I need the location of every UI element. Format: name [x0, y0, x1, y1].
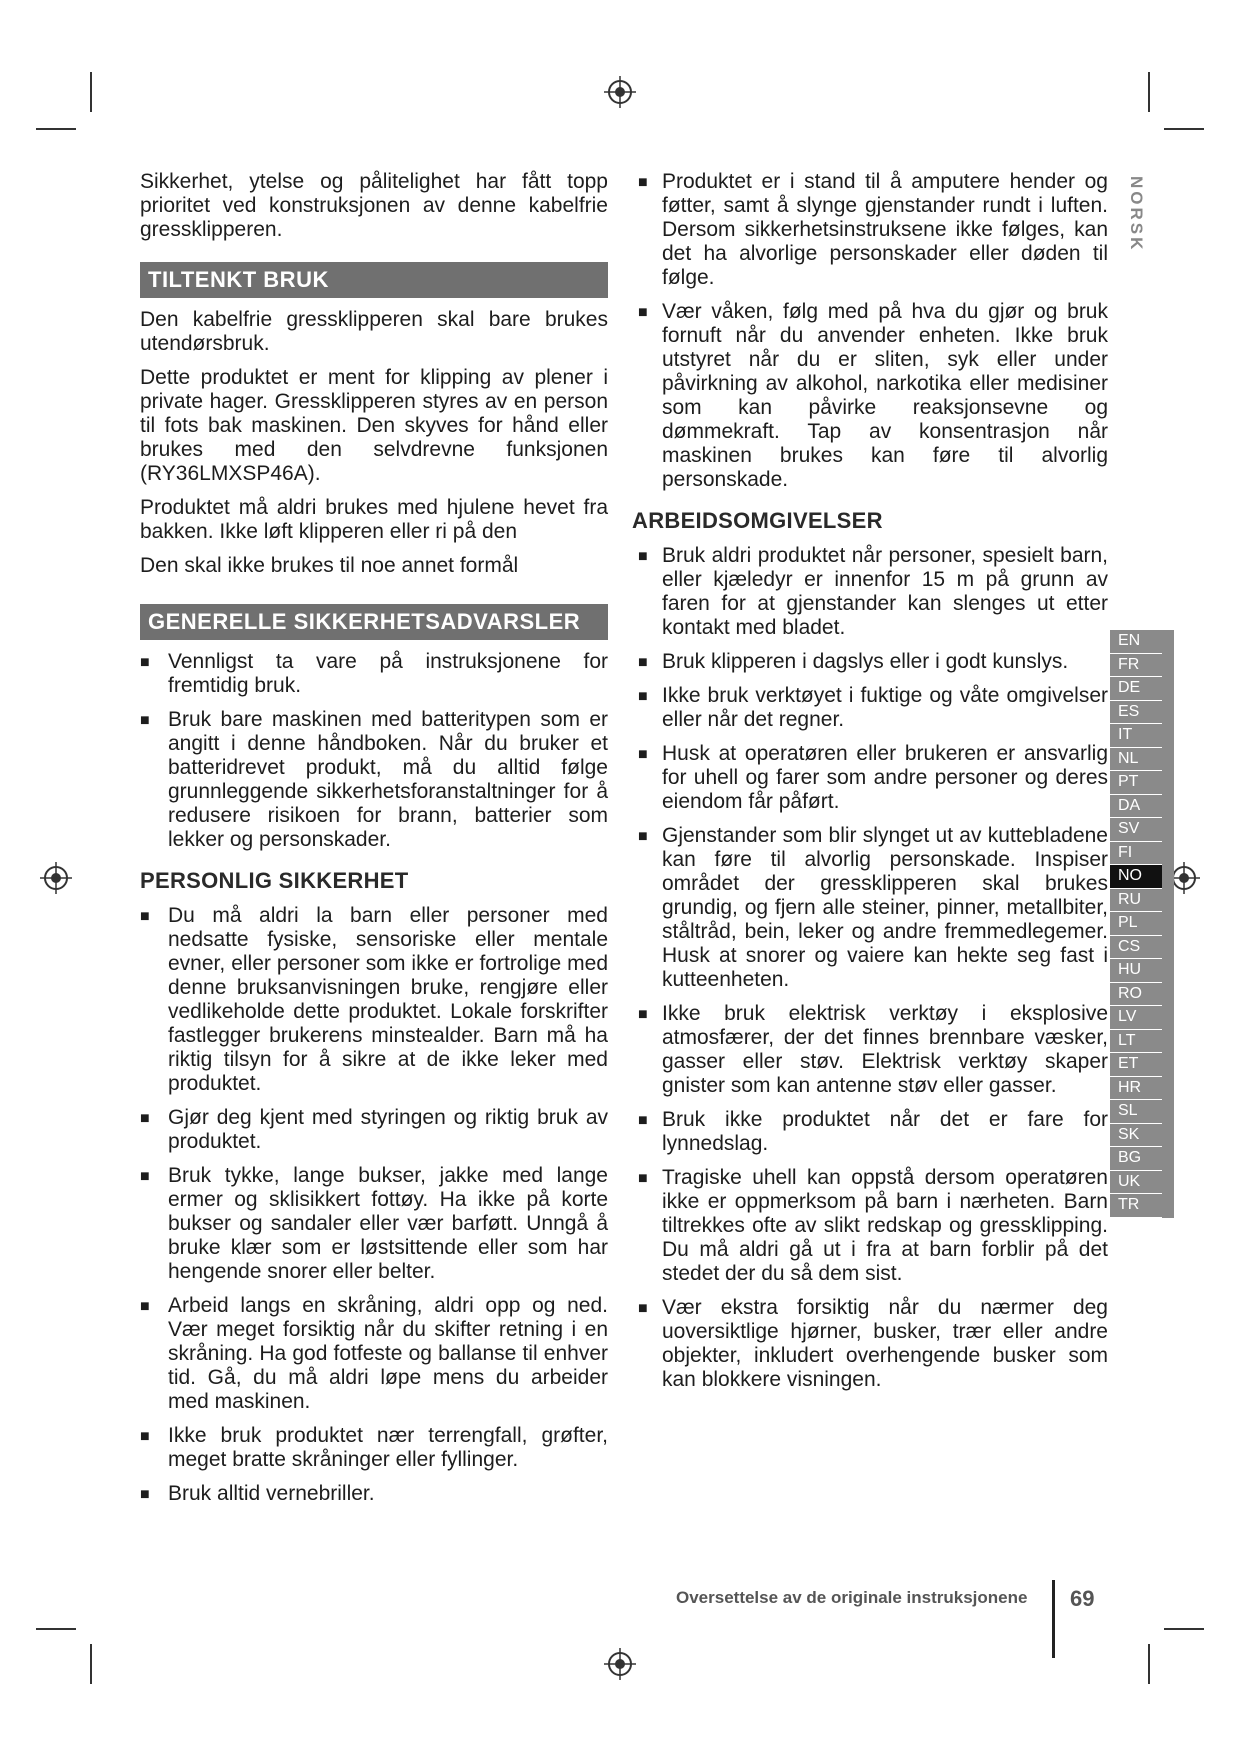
bullet-square-icon: ■: [140, 1168, 150, 1185]
list-item: ■ Bruk aldri produktet når personer, spesielt barn, eller kjæledyr er innenfor 15 m på grunn av faren for at gjenstander kan slenges ut etter kontakt med bladet.: [638, 544, 1108, 639]
tab-en[interactable]: EN: [1110, 630, 1162, 654]
tab-sl[interactable]: SL: [1110, 1100, 1162, 1124]
list-item: ■ Du må aldri la barn eller personer med nedsatte fysiske, sensoriske eller mentale evner, eller personer som ikke er fortrolige med denne bruksanvisningen bruke, rengjøre eller vedlikeholde dette produktet. Lokale forskrifter fastlegger brukerens minstealder. Barn må ha riktig tilsyn for å sikre at de ikke leker med produktet.: [140, 904, 608, 1095]
bullet-square-icon: ■: [638, 1300, 648, 1317]
list-item: ■ Ikke bruk verktøyet i fuktige og våte omgivelser eller når det regner.: [638, 684, 1108, 731]
section-heading-tiltenkt-bruk: TILTENKT BRUK: [140, 262, 608, 298]
bullet-square-icon: ■: [140, 1298, 150, 1315]
bullet-square-icon: ■: [638, 828, 648, 845]
bullet-square-icon: ■: [140, 908, 150, 925]
tab-pl[interactable]: PL: [1110, 912, 1162, 936]
tab-hu[interactable]: HU: [1110, 959, 1162, 983]
list-item: ■ Bruk tykke, lange bukser, jakke med lange ermer og sklisikkert fottøy. Ha ikke på korte bukser og sandaler eller vær barføtt. Unngå å bruke klær som er løstsittende eller som har hengende snorer eller belter.: [140, 1164, 608, 1283]
list-item: ■ Vennligst ta vare på instruksjonene for fremtidig bruk.: [140, 650, 608, 697]
crop-mark: [90, 1644, 92, 1684]
bullet-square-icon: ■: [638, 1006, 648, 1023]
bullet-square-icon: ■: [638, 548, 648, 565]
tab-de[interactable]: DE: [1110, 677, 1162, 701]
list-item: ■ Arbeid langs en skråning, aldri opp og ned. Vær meget forsiktig når du skifter retning i en skråning. Ha god fotfeste og ballanse til enhver tid. Gå, du må aldri løpe mens du arbeider med maskinen.: [140, 1294, 608, 1413]
paragraph: Den skal ikke brukes til noe annet formål: [140, 554, 519, 577]
crop-mark: [1164, 1628, 1204, 1630]
crop-mark: [1148, 1644, 1150, 1684]
list-item: ■ Bruk bare maskinen med batteritypen som er angitt i denne håndboken. Når du bruker et batteridrevet produkt, må du alltid følge grunnleggende sikkerhetsforanstaltninger for å redusere risikoen for brann, batterier som lekker og personskader.: [140, 708, 608, 851]
tab-pt[interactable]: PT: [1110, 771, 1162, 795]
tab-bg[interactable]: BG: [1110, 1147, 1162, 1171]
tab-sk[interactable]: SK: [1110, 1124, 1162, 1148]
bullet-list: [140, 904, 608, 1506]
registration-mark-icon: [40, 862, 72, 894]
bullet-square-icon: ■: [140, 654, 150, 671]
bullet-square-icon: ■: [638, 746, 648, 763]
tab-ro[interactable]: RO: [1110, 983, 1162, 1007]
intro-paragraph: Sikkerhet, ytelse og pålitelighet har fått topp prioritet ved konstruksjonen av denne kabelfrie gressklipperen.: [140, 170, 608, 241]
crop-mark: [1148, 72, 1150, 112]
bullet-square-icon: ■: [638, 654, 648, 671]
list-item: ■ Tragiske uhell kan oppstå dersom operatøren ikke er oppmerksom på barn i nærheten. Barn tiltrekkes ofte av slikt redskap og gressklipping. Du må aldri gå ut i fra at barn forblir på det stedet der du så dem sist.: [638, 1166, 1108, 1285]
footer-divider: [1052, 1580, 1055, 1658]
tab-nl[interactable]: NL: [1110, 748, 1162, 772]
tab-uk[interactable]: UK: [1110, 1171, 1162, 1195]
bullet-square-icon: ■: [638, 1170, 648, 1187]
list-item: ■ Gjør deg kjent med styringen og riktig bruk av produktet.: [140, 1106, 608, 1153]
bullet-square-icon: ■: [140, 1110, 150, 1127]
list-item: ■ Gjenstander som blir slynget ut av kuttebladene kan føre til alvorlig personskade. Inspiser området der gressklipperen skal brukes grundig, og fjern alle steiner, pinner, metallbiter, ståltråd, bein, leker og andre fremmedlegemer. Husk at snorer og vaiere kan hekte seg fast i kutteenheten.: [638, 824, 1108, 991]
tab-lt[interactable]: LT: [1110, 1030, 1162, 1054]
crop-mark: [36, 128, 76, 130]
paragraph: Den kabelfrie gressklipperen skal bare brukes utendørsbruk.: [140, 308, 608, 355]
tab-tr[interactable]: TR: [1110, 1194, 1162, 1218]
tab-cs[interactable]: CS: [1110, 936, 1162, 960]
left-column: [140, 170, 608, 1516]
bullet-square-icon: ■: [638, 688, 648, 705]
tab-es[interactable]: ES: [1110, 701, 1162, 725]
bullet-square-icon: ■: [140, 1486, 150, 1503]
crop-mark: [36, 1628, 76, 1630]
crop-mark: [90, 72, 92, 112]
list-item: ■ Ikke bruk produktet nær terrengfall, grøfter, meget bratte skråninger eller fyllinger.: [140, 1424, 608, 1471]
bullet-list: [638, 544, 1108, 1392]
list-item: ■ Bruk alltid vernebriller.: [140, 1482, 375, 1505]
section-heading-generelle-sikkerhetsadvarsler: GENERELLE SIKKERHETSADVARSLER: [140, 604, 608, 640]
bullet-list: [638, 170, 1108, 492]
registration-mark-icon: [604, 1648, 636, 1680]
bullet-square-icon: ■: [140, 712, 150, 729]
section-heading-personlig-sikkerhet: PERSONLIG SIKKERHET: [140, 868, 409, 893]
right-column: [632, 170, 1108, 1402]
tab-lv[interactable]: LV: [1110, 1006, 1162, 1030]
tab-no[interactable]: NO: [1110, 865, 1162, 889]
list-item: ■ Husk at operatøren eller brukeren er ansvarlig for uhell og farer som andre personer og deres eiendom får påført.: [638, 742, 1108, 813]
bullet-square-icon: ■: [638, 304, 648, 321]
crop-mark: [1164, 128, 1204, 130]
list-item: ■ Bruk ikke produktet når det er fare for lynnedslag.: [638, 1108, 1108, 1155]
list-item: ■ Vær våken, følg med på hva du gjør og bruk fornuft når du anvender enheten. Ikke bruk utstyret når du er sliten, syk eller under påvirkning av alkohol, narkotika eller medisiner som kan påvirke reaksjonsevne og dømmekraft. Tap av konsentrasjon når maskinen brukes kan føre til alvorlig personskade.: [638, 300, 1108, 491]
tab-hr[interactable]: HR: [1110, 1077, 1162, 1101]
paragraph: Dette produktet er ment for klipping av plener i private hager. Gressklipperen styres av en person til fots bak maskinen. Den skyves for hånd eller brukes med den selvdrevne funksjonen (RY36LMXSP46A).: [140, 366, 608, 485]
tab-sv[interactable]: SV: [1110, 818, 1162, 842]
tab-ru[interactable]: RU: [1110, 889, 1162, 913]
bullet-square-icon: ■: [638, 174, 648, 191]
list-item: ■ Ikke bruk elektrisk verktøy i eksplosive atmosfærer, der det finnes brennbare væsker, gasser eller støv. Elektrisk verktøy skaper gnister som kan antenne støv eller gasser.: [638, 1002, 1108, 1097]
tab-da[interactable]: DA: [1110, 795, 1162, 819]
list-item: ■ Vær ekstra forsiktig når du nærmer deg uoversiktlige hjørner, busker, trær eller andre objekter, inkludert overhengende busker som kan blokkere visningen.: [638, 1296, 1108, 1391]
page-number: 69: [1070, 1586, 1095, 1611]
registration-mark-icon: [604, 76, 636, 108]
list-item: ■ Produktet er i stand til å amputere hender og føtter, samt å slynge gjenstander rundt i luften. Dersom sikkerhetsinstruksene ikke følges, kan det ha alvorlige personskader eller døden til følge.: [638, 170, 1108, 289]
section-heading-arbeidsomgivelser: ARBEIDSOMGIVELSER: [632, 508, 883, 533]
footer-caption: Oversettelse av de originale instruksjonene: [676, 1588, 1028, 1607]
side-language-label: NORSK: [1127, 176, 1146, 253]
tab-it[interactable]: IT: [1110, 724, 1162, 748]
bullet-square-icon: ■: [140, 1428, 150, 1445]
bullet-list: [140, 650, 608, 852]
tab-fr[interactable]: FR: [1110, 654, 1162, 678]
tab-fi[interactable]: FI: [1110, 842, 1162, 866]
language-tab-strip: [1110, 630, 1174, 1218]
bullet-square-icon: ■: [638, 1112, 648, 1129]
tab-et[interactable]: ET: [1110, 1053, 1162, 1077]
list-item: ■ Bruk klipperen i dagslys eller i godt kunslys.: [638, 650, 1069, 673]
paragraph: Produktet må aldri brukes med hjulene hevet fra bakken. Ikke løft klipperen eller ri på den: [140, 496, 608, 543]
